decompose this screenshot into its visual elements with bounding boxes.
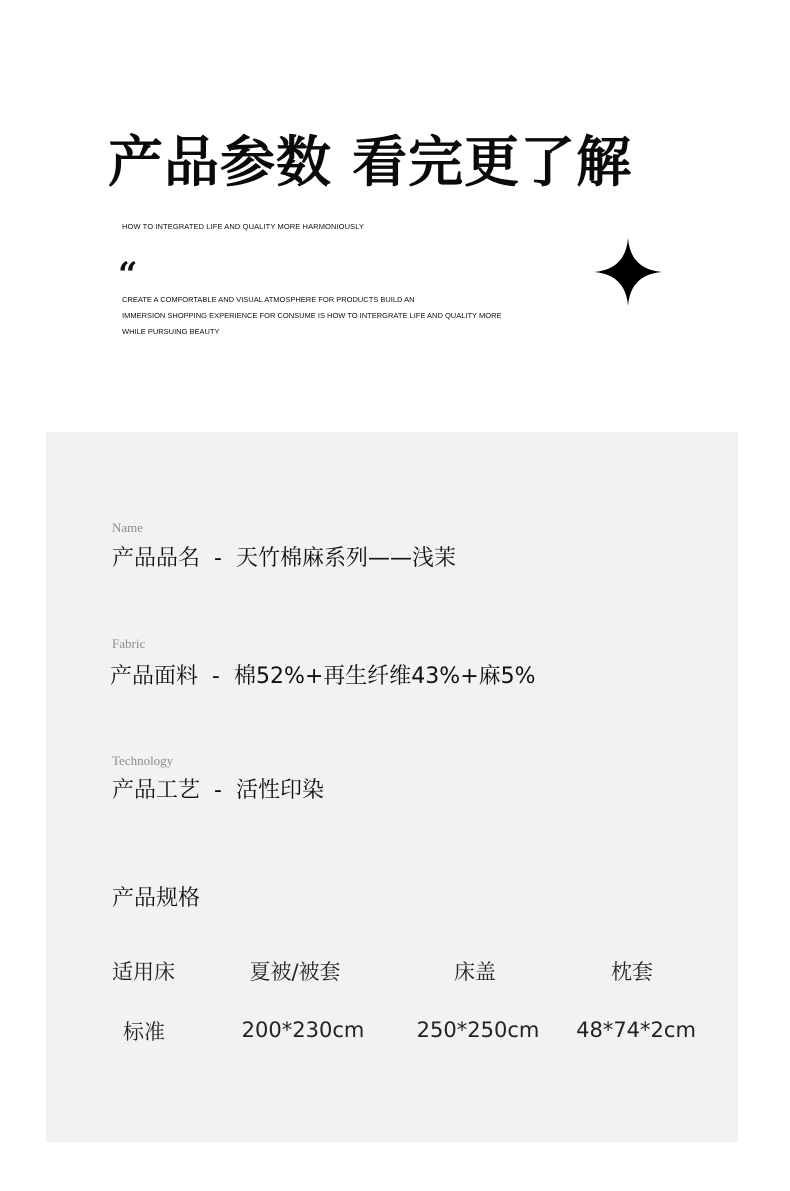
spec-name-label: 产品品名 [112,546,201,571]
spec-fabric-value: 棉52%+再生纤维43%+麻5% [233,664,536,689]
spec-fabric-row [110,662,536,692]
table-cell-bedspread-size: 250*250cm [416,1018,540,1042]
table-header-bedspread: 床盖 [454,960,496,984]
spec-fabric-separator: - [212,664,220,689]
table-cell-quilt-size: 200*230cm [241,1018,365,1042]
table-header-pillowcase: 枕套 [611,960,653,984]
subtitle: HOW TO INTEGRATED LIFE AND QUALITY MORE HARMONIOUSLY [122,222,365,231]
table-cell-pillowcase-size: 48*74*2cm [576,1018,696,1042]
spec-technology-row [112,776,324,806]
intro-line-2: IMMERSION SHOPPING EXPERIENCE FOR CONSUME IS HOW TO INTERGRATE LIFE AND QUALITY MORE [122,311,502,320]
technology-en-label: Technology [112,753,174,768]
spec-technology-label: 产品工艺 [112,778,201,803]
size-table-title: 产品规格 [112,886,201,911]
intro-text [122,292,542,340]
fabric-en-label: Fabric [112,636,146,651]
spec-name-row [112,544,456,574]
quote-mark-icon: “ [118,255,138,295]
table-header-bed: 适用床 [112,960,175,984]
intro-line-3: WHILE PURSUING BEAUTY [122,327,220,336]
name-en-label: Name [112,520,144,535]
table-cell-standard: 标准 [123,1020,165,1044]
four-point-star-icon [594,238,662,306]
page-title: 产品参数 看完更了解 [108,130,633,194]
spec-technology-value: 活性印染 [235,778,324,803]
spec-name-value: 天竹棉麻系列——浅茉 [235,546,456,571]
table-header-quilt: 夏被/被套 [249,960,341,984]
spec-technology-separator: - [214,778,222,803]
spec-name-separator: - [214,546,222,571]
intro-line-1: CREATE A COMFORTABLE AND VISUAL ATMOSPHERE FOR PRODUCTS BUILD AN [122,295,415,304]
spec-fabric-label: 产品面料 [110,664,199,689]
